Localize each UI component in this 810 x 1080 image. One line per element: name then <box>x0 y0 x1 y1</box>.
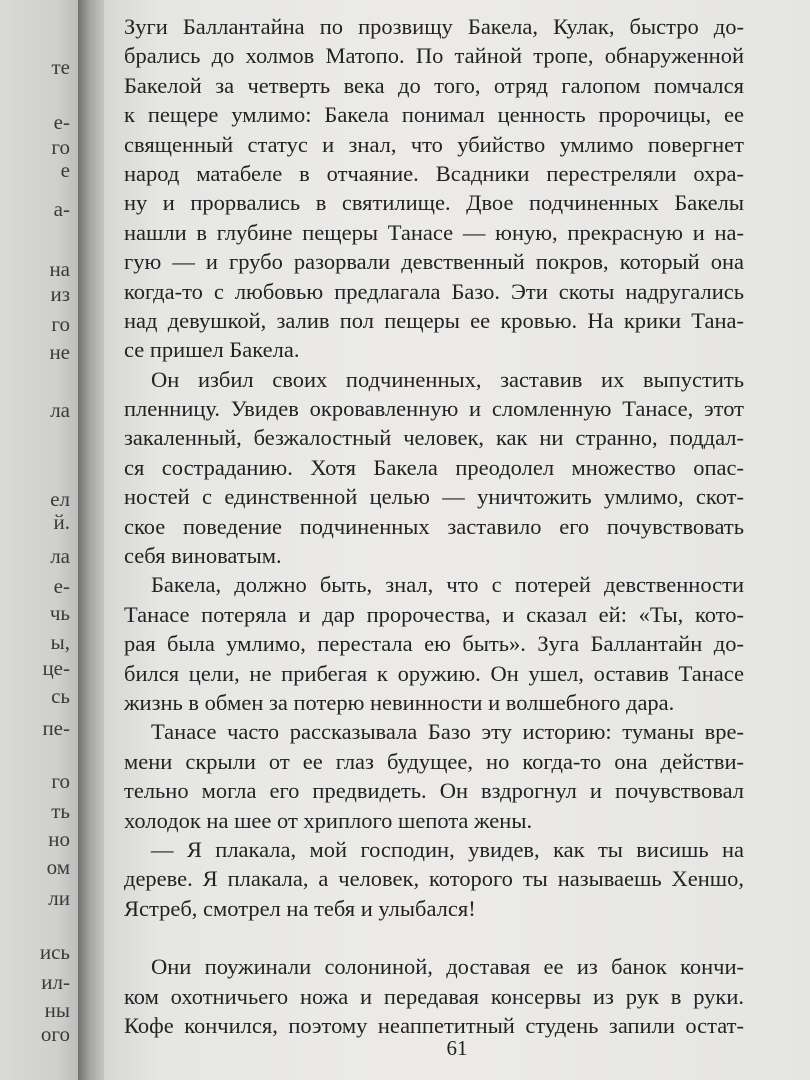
text-line: Танасе потеряла и дар пророчества, и сказал ей: «Ты, кото- <box>124 601 744 627</box>
paragraph <box>124 12 744 365</box>
text-line: ностей с единственной целью — уничтожить умлимо, скот- <box>124 484 744 510</box>
left-page-fragment: ла <box>50 544 70 568</box>
text-line: себя виноватым. <box>124 543 282 569</box>
text-line: мени скрыли от ее глаз будущее, но когда-то она действи- <box>124 748 744 774</box>
paragraph <box>124 952 744 1040</box>
paragraph <box>124 365 744 571</box>
left-page-fragment: го <box>51 135 70 159</box>
text-line: се пришел Бакела. <box>124 337 300 363</box>
left-page-fragment: на <box>49 257 70 281</box>
text-line: ся состраданию. Хотя Бакела преодолел множество опас- <box>124 454 744 480</box>
left-page-fragment: а- <box>53 197 70 221</box>
left-page-fragment: ли <box>48 886 70 910</box>
left-page-edge <box>0 0 82 1080</box>
left-page-fragment: го <box>51 312 70 336</box>
left-page-fragment: е <box>60 158 70 182</box>
text-line: Он избил своих подчиненных, заставив их выпустить <box>151 366 744 392</box>
text-line: к пещере умлимо: Бакела понимал ценность пророчицы, ее <box>124 102 744 128</box>
left-page-fragment: ись <box>39 940 70 964</box>
text-line: ком охотничьего ножа и передавая консервы из рук в руки. <box>124 983 744 1009</box>
text-line: рая была умлимо, перестала ею быть». Зуга Баллантайн до- <box>124 631 744 657</box>
text-line: дереве. Я плакала, а человек, которого ты называешь Хеншо, <box>124 866 744 892</box>
text-line: — Я плакала, мой господин, увидев, как ты висишь на <box>151 836 744 862</box>
text-line: Кофе кончился, поэтому неаппетитный студень запили остат- <box>124 1012 744 1038</box>
text-line: священный статус и знал, что убийство умлимо повергнет <box>124 131 744 157</box>
left-page-fragment: це- <box>42 656 70 680</box>
text-line: жизнь в обмен за потерю невинности и волшебного дара. <box>124 689 675 715</box>
text-line: Бакелой за четверть века до того, отряд галопом помчался <box>124 72 744 98</box>
body-text <box>124 12 744 1040</box>
paragraph <box>124 835 744 923</box>
left-page-fragment: ил- <box>41 970 70 994</box>
text-line: холодок на шее от хриплого шепота жены. <box>124 807 533 833</box>
left-page-fragment: е- <box>53 574 70 598</box>
left-page-fragment: пе- <box>42 716 70 740</box>
text-line: Они поужинали солониной, доставая ее из банок кончи- <box>151 954 744 980</box>
left-page-fragment: ом <box>46 855 70 879</box>
left-page-fragment: ел <box>50 487 70 511</box>
left-page-fragment: но <box>48 827 70 851</box>
left-page-fragment: сь <box>51 684 70 708</box>
text-line: Бакела, должно быть, знал, что с потерей девственности <box>151 572 744 598</box>
text-line: народ матабеле в отчаяние. Всадники перестреляли охра- <box>124 160 744 186</box>
text-line: нашли в глубине пещеры Танасе — юную, прекрасную и на- <box>124 219 744 245</box>
left-page-fragment: ого <box>40 1022 70 1046</box>
left-page-fragment: те <box>51 55 70 79</box>
text-line: пленницу. Увидев окровавленную и сломленную Танасе, этот <box>124 396 744 422</box>
text-line: бился цели, не прибегая к оружию. Он ушел, оставив Танасе <box>124 660 744 686</box>
text-line: Танасе часто рассказывала Базо эту историю: туманы вре- <box>151 719 744 745</box>
text-line: ское поведение подчиненных заставило его почувствовать <box>124 513 744 539</box>
text-line: Ястреб, смотрел на тебя и улыбался! <box>124 895 476 921</box>
right-page <box>104 0 810 1080</box>
left-page-fragment: го <box>51 769 70 793</box>
text-line: над девушкой, залив пол пещеры ее кровью. На крики Тана- <box>124 307 744 333</box>
left-page-fragment: ла <box>50 398 70 422</box>
paragraph <box>124 717 744 835</box>
text-line: Зуги Баллантайна по прозвищу Бакела, Кулак, быстро до- <box>124 14 744 39</box>
left-page-fragment: е- <box>53 110 70 134</box>
text-line: брались до холмов Матопо. По тайной тропе, обнаруженной <box>124 43 744 69</box>
text-line: закаленный, безжалостный человек, как ни странно, поддал- <box>124 425 744 451</box>
text-line: гую — и грубо разорвали девственный покров, который она <box>124 249 744 275</box>
left-page-fragment: й. <box>53 510 70 534</box>
left-page-fragment: не <box>49 340 70 364</box>
left-page-fragment: ы, <box>50 630 70 654</box>
paragraph <box>124 570 744 717</box>
left-page-fragment: ть <box>51 799 70 823</box>
left-page-fragment: из <box>50 282 70 306</box>
left-page-fragment: ны <box>44 998 70 1022</box>
page-number: 61 <box>446 1036 468 1060</box>
text-line: когда-то с любовью предлагала Базо. Эти скоты надругались <box>124 278 744 304</box>
left-page-fragment: чь <box>49 601 70 625</box>
text-line: тельно могла его предвидеть. Он вздрогнул и почувствовал <box>124 778 744 804</box>
text-line: ну и прорвались в святилище. Двое подчиненных Бакелы <box>124 190 744 216</box>
